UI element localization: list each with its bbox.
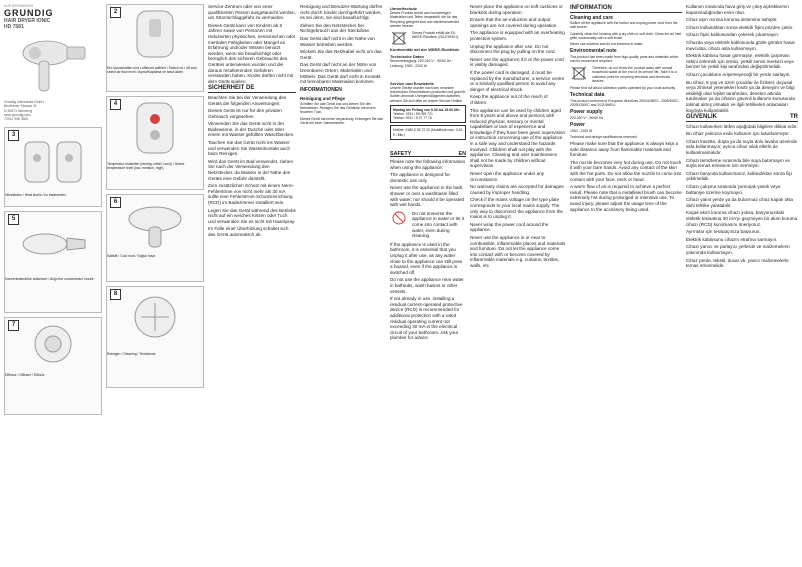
concentrator-nozzle-illustration: [5, 212, 101, 272]
en-weee-text: Therefore, do not throw the product away with normal household waste at the end of its service life. Take it to a collection point for recycling electrical and electronic devices.: [592, 66, 677, 83]
de-children: Dieses Gerät kann von Kindern ab 8 Jahren sowie von Personen mit reduzierten physischen, sensorischen oder mentalen Fähigkeiten oder Mangel an Erfahrung und/oder Wissen benutzt werden, wenn sie beaufsichtigt oder bezüglich des sicheren Gebrauchs des Gerätes unterwiesen wurden und die daraus resultierenden Gefahren verstanden haben. Kinder dürfen nicht mit dem Gerät spielen.: [208, 22, 296, 84]
en-wrap: Never wrap the power cord around the appliance.: [470, 221, 549, 233]
figures-column: [106, 4, 204, 563]
tr-kablo: Cihazda veya elektrik kablosunda gözle görülür hasar mevcutsa, cihazı asla kullanmayın.: [686, 39, 796, 51]
weee-text: Dieses Produkt erfüllt die EU WEEE-Richtlinie (2012/19/EU).: [412, 31, 459, 40]
hotline-box: [390, 105, 466, 124]
tr-banyoda: Cihazı banyoda kullanırsanız, kullandıktan sonra fişi çekilmelidir.: [686, 170, 792, 182]
de-rcd: Zum zusätzlichen Schutz mit einem Nenn-Fehlerstrom von nicht mehr als 30 mA sollte eine Fehlerstrom-Schutzeinrichtung (RCD) im Badezimmer installiert sein.: [208, 183, 295, 205]
de-safety-1: Dieses Gerät ist nur für den privaten Gebrauch vorgesehen.: [208, 108, 282, 119]
address-line-2: Beuthener Strasse 41: [4, 104, 37, 109]
en-rcd: If not already in use, installing a residual current-operated protective device (RCD) is recommended for additional protection with a rated residual operating current not exceeding 30 mA in the electrical circuit of your bathroom. Ask your plumber for advice.: [390, 296, 463, 341]
product-name: HAIR DRYER IONIC: [4, 18, 51, 25]
model-number: HD 7581: [4, 24, 24, 31]
tr-ev: Bu cihaz yalnızca evde kullanım için tasarlanmıştır.: [686, 131, 790, 137]
weee-note: [390, 31, 466, 45]
caption-cool-shot: Kaltluft / Cool shot / Soğuk hava: [107, 254, 156, 258]
caption-diffuser: Diffusor / Diffuser / Difüzör: [5, 373, 45, 378]
no-water-icon: [390, 211, 408, 225]
tech-text: Stromversorgung: 220-240 V~, 50/60 Hz · Leistung: 1900 - 2200 W: [390, 59, 454, 68]
english-safety-column: [470, 4, 566, 563]
switch-illustration: [107, 5, 203, 61]
en-max-power: 1900 - 2200 W: [570, 128, 593, 133]
tr-hasar: Cihazı fişini kablosundan çekerek çıkarmayın.: [686, 32, 780, 38]
service-text: Unsere Geräte wurden nach den neuesten technischen Erkenntnissen produziert und geprüft. Sollten dennoch Unregelmäßigkeiten auftreten, wenden Sie sich bitte an unsere Service-Hotline.: [390, 86, 466, 103]
de-water: Legen Sie das Gerät während des Betriebs nicht auf ein weiches Kissen oder Tuch und verwenden Sie es nicht mit Haarspray.: [208, 207, 296, 224]
figure-3: 3 Hitzestufen / Heat levels / Isı kademeleri: [4, 127, 102, 207]
en-vents: Ensure that the air-induction and output openings are not covered during operation.: [470, 17, 558, 28]
en-hot-nozzle: The nozzle becomes very hot during use. Do not touch it with your bare hands. Avoid any contact of the skin with the hot parts. Do not allow the nozzle to come into contact with your face, neck or head.: [570, 159, 682, 182]
caption-heat-levels: Hitzestufen / Heat levels / Isı kademeleri: [5, 193, 66, 198]
en-tech-text: This product conforms to European directives 2004/108/EC, 2006/95/EC, 2009/125/EC and 2011/65/EU.: [570, 98, 680, 108]
de-overheat: Im Falle einer Überhitzung schaltet sich das Gerät automatisch ab.: [208, 226, 289, 237]
weee-bin-icon-en: [570, 66, 588, 80]
en-hairspray: Do not use the appliance near water in bathtubs, wash basins or other vessels.: [390, 277, 464, 294]
en-never-open: Never open the appliance under any circumstance.: [470, 171, 545, 182]
en-nozzle: Please make sure that the appliance is always kept a safe distance away from flammable materials and furniture.: [570, 141, 679, 158]
german-safety-column: [208, 4, 296, 563]
de-safety-heading: SICHERHEIT DE: [208, 86, 296, 93]
en-power: 220-240 V~, 50/60 Hz: [570, 115, 604, 120]
cleaning-illustration: [107, 287, 203, 347]
tr-yanici: Cihazı yanıcı ve parlayıcı yerlerde ve malzemelerin yakınında kullanmayın.: [686, 244, 790, 255]
en-safety-intro: Please note the following information when using the appliance:: [390, 159, 466, 170]
de-safety-intro: Beachten Sie bei der Verwendung des Geräts die folgenden Anweisungen:: [208, 94, 287, 106]
en-tech-note: Technical and design modifications reserved.: [570, 134, 638, 139]
en-overheat: The appliance is equipped with an overheating protection system.: [470, 30, 565, 41]
en-power-heading: Power supply: [570, 109, 603, 116]
cover-column: [4, 4, 102, 563]
en-bathroom: If the appliance is used in the bathroom, it is essential that you unplug it after use, as any water close to the appliance can still pose a hazard, even if the appliance is switched off.: [390, 241, 463, 275]
hotline-mobile: Hotline: 0180 5 35 72 20 (Mobilfunk max. 0,42 € / Min.): [393, 128, 463, 137]
en-tech-heading: Technical data: [570, 92, 605, 99]
tr-degisim: Elektrik kablosu hasar görmüşse, elektrik çarpması riskini önlemek için üretici, yetkili servis merkezi veya benzer bir yetkili kişi tarafından değiştirilmelidir.: [686, 53, 794, 70]
de-info-text: Schalten Sie das Gerät aus und ziehen Sie den Netzstecker. Reinigen Sie das Gehäuse mit einem feuchten Tuch.: [300, 101, 376, 115]
en-unplug: Unplug the appliance after use. Do not disconnect the plug by pulling on the cord.: [470, 43, 556, 55]
en-domestic: The appliance is designed for domestic use only.: [390, 172, 451, 183]
tr-safety-intro: Cihazı kullanırken lütfen aşağıdaki bilgilere dikkat edin:: [686, 123, 798, 129]
address-line-1: Grundig Intermedia GmbH: [4, 100, 44, 105]
caption-switch: Ein-/Ausschalten und Luftstrom wählen / Switch on / off and select air flow level / Açma/Kapatma ve hava akımı: [107, 66, 197, 75]
en-weee-2: Please find out about collection points operated by your local authority.: [570, 86, 676, 91]
tr-kaciak-2: Ayrıntılar için tesisatçınıza başvurun.: [686, 229, 761, 235]
website: www.grundig.com: [4, 112, 31, 117]
doc-reference: 72011 908 3500: [4, 117, 29, 122]
en-water-use: Never use the appliance in the bath, shower or over a washbasin filled with water; nor should it be operated with wet hands.: [390, 185, 465, 208]
tr-suya: Cihazı temizleme sırasında bile suya batırmayın ve suyla temas etmesine izin vermeyin.: [686, 157, 790, 169]
caption-cleaning: Reinigen / Cleaning / Temizleme: [107, 352, 156, 356]
de-vents: Das Gerät darf nicht an der Nähe von brennbaren Ortern, Materialien und Möbeln. Das Gerät darf nicht in Kontakt mit brennbaren Materialien kommen.: [300, 62, 381, 85]
en-safety-heading: SAFETY EN: [390, 150, 466, 157]
de-service-cont: Service-Zentrum oder von einer qualifizierten Person ausgetauscht werden, um Stromschlaggefahr zu vermeiden.: [208, 4, 296, 21]
tr-kablo-sarma: Elektrik kablosunu cihazın etrafına sarmayın.: [686, 236, 778, 242]
tr-siskin: Cihazı çalışma sırasında yumuşak yastık veya battaniye üzerine koymayın.: [686, 184, 781, 195]
brand-logo: GRUNDIG: [4, 8, 54, 19]
de-safety-3: Tauchen Sie das Gerät nicht ins Wasser und verwenden Sie Wasserkontakt auch beim Reinigen.: [208, 140, 291, 157]
address-line-3: D-90471 Nürnberg: [4, 108, 33, 113]
rohs-heading: Konformität mit der WEEE-Richtlinie: [390, 47, 460, 53]
de-cord-1: Ziehen Sie den Netzstecker bei Nichtgebrauch aus der Steckdose.: [300, 22, 371, 34]
tr-fis: Cihazı kullandıktan sonra elektrik fişini prizden çekin.: [686, 24, 794, 30]
en-cleaning-2: Carefully clean the housing with a dry cloth or soft cloth. Clean the air inlet grille occasionally with a soft brush.: [570, 31, 682, 40]
en-env-heading: Environmental note: [570, 48, 617, 55]
env-text: Dieses Produkt wurde aus hochwertigen Materialien und Teilen hergestellt, die für das Recycling geeignet sind und wiederverwendet werden können.: [390, 11, 459, 28]
de-cleaning: Reinigung und Benutzer-Wartung dürfen nicht durch Kinder durchgeführt werden, es sei denn, sie sind beaufsichtigt.: [300, 4, 383, 21]
tr-safety-heading: GÜVENLİK TR: [686, 114, 798, 121]
en-warm-air: A warm flow of air is required to achieve a perfect result. Please note that a metallised brush can become extremely hot during prolonged or intensive use. To avoid injury, please adjust the usage time of the appliance to the accessory being used.: [570, 184, 682, 212]
figure-2: 2 Ein-/Ausschalten und Luftstrom wählen / Switch on / off and select air flow level / Açma/Kapatma ve hava akımı: [106, 4, 204, 92]
en-flammable: Never use the appliance in or near to combustible, inflammable places and materials and furniture. Do not let the appliance come into contact with or become covered by inflammable materials e.g. curtains, textiles, walls, etc.: [470, 234, 566, 268]
tr-banyo: Cihazı küvette, duşta ya da suyla dolu lavabo üzerinde asla kullanmayın; ayrıca cihaz ıslak ellerle de kullanılmamalıdır.: [686, 138, 798, 156]
tr-acma: Cihazı çocukların erişemeyeceği bir yerde saklayın.: [686, 71, 791, 77]
en-never-cover: Never place the appliance on soft cushions or blankets during operation.: [470, 4, 563, 15]
tech-heading: Technische Daten: [390, 54, 424, 60]
de-info-subheading: Reinigung und Pflege: [300, 96, 346, 102]
figure-6: 6 Kaltluft / Cool shot / Soğuk hava: [106, 194, 204, 282]
figure-4: 4 Temperatur einstellen (niedrig, mittel, hoch) / Select temperature level (low, medium, high): [106, 96, 204, 190]
de-bath: Wird das Gerät im Bad verwendet, ziehen Sie nach der Verwendung den Netzstecker, da Wasser in der Nähe des Geräts eine Gefahr darstellt.: [208, 158, 294, 181]
tr-onemli: Cihaz perde, tekstil, duvar vb. yanıcı malzemelerle temas etmemelidir.: [686, 257, 789, 269]
heat-levels-illustration: [5, 128, 101, 188]
temperature-illustration: [107, 97, 203, 157]
hair-dryer-image: [4, 30, 102, 100]
en-no-warranty: No warranty claims are accepted for damages caused by improper handling.: [470, 184, 564, 195]
en-cleaning-heading: Cleaning and care: [570, 14, 614, 21]
turkish-column: [686, 4, 798, 563]
de-cord-3: Wickeln Sie das Netzkabel nicht um das Gerät.: [300, 49, 382, 60]
en-immerse-warning: [390, 211, 466, 239]
caption-concentrator: Konzentratordüse aufsetzen / Align the concentrator nozzle: [5, 277, 94, 282]
hotline-mobile-box: [390, 125, 466, 139]
en-weee-note: [570, 66, 682, 83]
tr-kaciak: Kaçak akım koruma cihazı yoksa, banyonuzdaki elektrik tesisatına 30 mA'yı geçmeyen bir akım koruma cihazı (RCD) kurulmasını öneriyoruz.: [686, 210, 798, 227]
german-cont-column: [300, 4, 386, 563]
phone-number: Telefon: 0911 / 59 059 721: [393, 112, 433, 117]
english-info-column: [570, 4, 682, 563]
env-heading: Umweltschutz: [390, 6, 417, 11]
en-mains: Check if the mains voltage on the type plate corresponds to your local mains supply. The only way to disconnect the appliance from the mains is to unplug it.: [470, 197, 563, 220]
diffuser-illustration: [5, 318, 101, 368]
figure-8: 8 Reinigen / Cleaning / Temizleme: [106, 286, 204, 388]
cool-shot-illustration: [107, 195, 203, 249]
fax-number: Telefax: 0911 / 5 37 77 76: [393, 116, 432, 121]
service-heading: Service und Ersatzteile: [390, 80, 434, 86]
de-safety-2: Verwenden Sie das Gerät nicht in der Badewanne, in der Dusche oder über einem mit Wasser gefüllten Waschbecken.: [208, 121, 295, 138]
en-children: This appliance can be used by children aged from 8 years and above and persons with reduced physical, sensory or mental capabilities or lack of experience and knowledge if they have been given supervision or instruction concerning use of the appliance in a safe way and understand the hazards involved. Children shall not play with the appliance. Cleaning and user maintenance shall not be made by children without supervision.: [470, 107, 565, 169]
hotline-hours: Montag bis Freitag von 8.00 bis 18.00 Uhr: [393, 107, 460, 112]
tr-cocuk: Bu cihaz, 8 yaş ve üzeri çocuklar ile fiziksel, duyusal veya zihinsel yetenekleri kısıtlı ya da deneyim ve bilgi eksikliği olan kişiler tarafından, denetim altında tutulmaları ya da cihazın güvenli kullanımı konusunda talimat almış olmaları ve ilgili tehlikeleri anlamaları kaydıyla kullanılabilir.: [686, 79, 796, 113]
en-damaged: Never use the appliance if it or the power cord is visibly damaged.: [470, 56, 564, 68]
caption-temperature: Temperatur einstellen (niedrig, mittel, hoch) / Select temperature level (low, medium, high): [107, 162, 185, 171]
tr-kullanim: Kullanım sırasında hava giriş ve çıkış açıklıklarının kapanmadığından emin olun.: [686, 4, 789, 15]
tr-sicak: Cihazı yakın yerde ya da bulunmaz cihaz kapalı olsa dahi tehlike yaratabilir.: [686, 197, 793, 208]
en-immerse: Do not immerse the appliance in water or let it come into contact with water, even during cleaning.: [412, 210, 465, 239]
brand-tagline: AUS ERFAHRUNG: [4, 4, 34, 8]
en-env-text: This product has been made from high-quality parts and materials which can be reused and recycled.: [570, 54, 679, 63]
weee-bin-icon: [390, 31, 408, 45]
compliance-column: [390, 4, 466, 563]
en-cleaning-3: Never use solvents and do not immerse in water.: [570, 42, 644, 46]
tr-asiri: Cihaz aşırı ısınma koruma sistemine sahiptir.: [686, 17, 778, 23]
en-cleaning-1: Switch off the appliance with the button and unplug power cord from the wall socket.: [570, 21, 678, 30]
figure-7: 7 Diffusor / Diffuser / Difüzör: [4, 317, 102, 415]
figure-5: 5 Konzentratordüse aufsetzen / Align the concentrator nozzle: [4, 211, 102, 313]
de-info-heading: INFORMATIONEN: [300, 86, 342, 93]
en-children-reach: Keep the appliance out of the reach of children.: [470, 94, 548, 105]
de-eco-text: Dieses Gerät hat keine Verpackung. Entsorgen Sie das Gerät bei einer Sammelstelle.: [300, 116, 383, 125]
address-block: [4, 100, 102, 121]
en-max-power-heading: Power: [570, 122, 586, 129]
en-replace: If the power cord is damaged, it must be replaced by the manufacturer, a service centre or a similarly qualified person to avoid any danger of electrical shock.: [470, 69, 565, 92]
de-cord-2: Das Gerät darf nicht in der Nähe von Wasser betrieben werden.: [300, 35, 375, 47]
en-info-heading: INFORMATION: [570, 6, 682, 13]
